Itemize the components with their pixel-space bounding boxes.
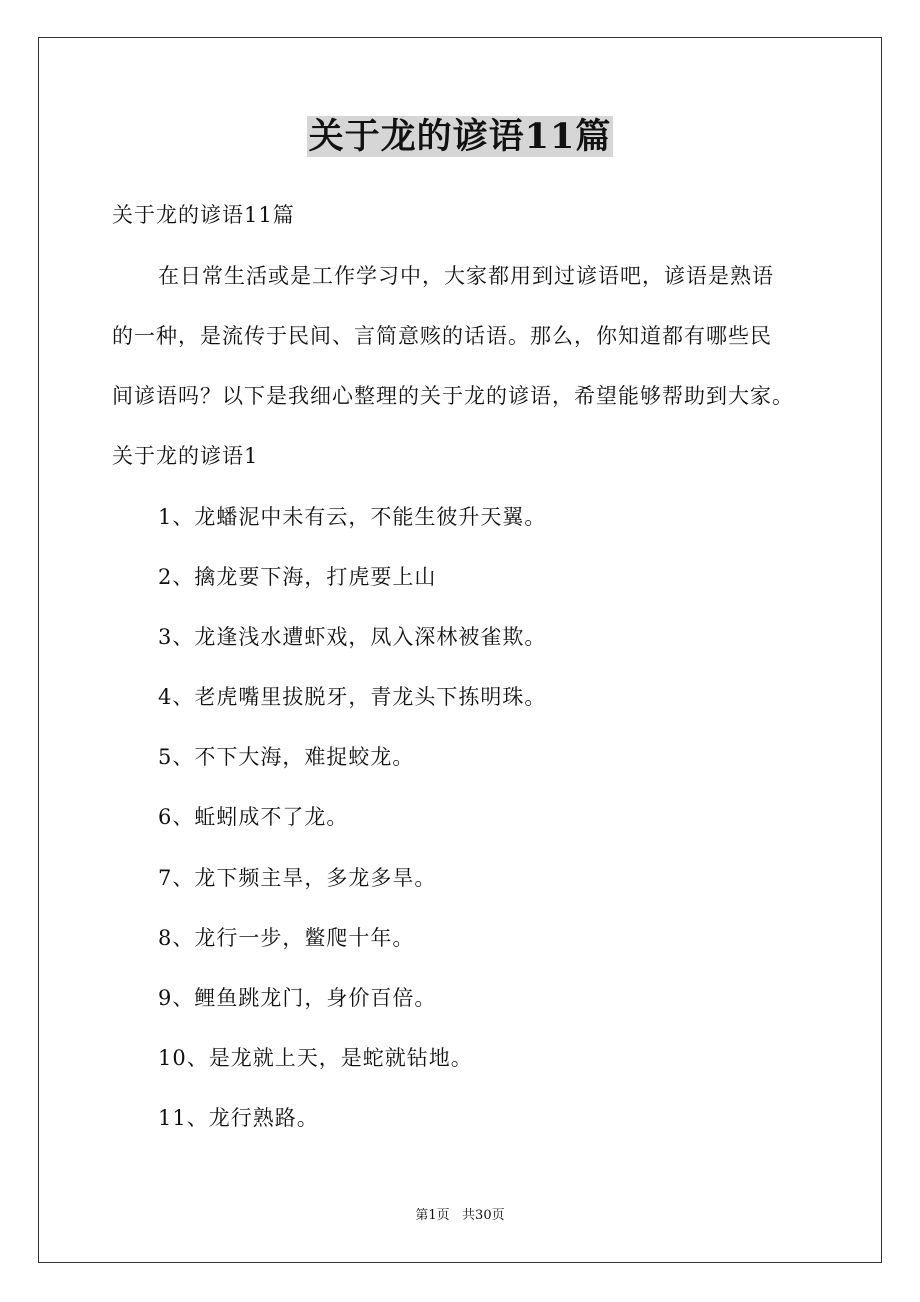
proverb-item-8: 8、龙行一步，鳖爬十年。 (158, 926, 415, 950)
proverb-item-1: 1、龙蟠泥中未有云，不能生彼升天翼。 (158, 505, 547, 529)
proverb-item-10: 10、是龙就上天，是蛇就钻地。 (158, 1046, 473, 1070)
intro-line-1: 在日常生活或是工作学习中，大家都用到过谚语吧，谚语是熟语 (158, 264, 774, 288)
proverb-item-6: 6、蚯蚓成不了龙。 (158, 805, 349, 829)
page-footer: 第1页 共30页 (415, 1208, 505, 1223)
document-subtitle: 关于龙的谚语11篇 (112, 203, 295, 227)
proverb-item-9: 9、鲤鱼跳龙门，身价百倍。 (158, 986, 437, 1010)
proverb-item-11: 11、龙行熟路。 (158, 1106, 319, 1130)
proverb-item-7: 7、龙下频主旱，多龙多旱。 (158, 866, 437, 890)
proverb-item-2: 2、擒龙要下海，打虎要上山 (158, 565, 437, 589)
proverb-item-5: 5、不下大海，难捉蛟龙。 (158, 745, 415, 769)
document-title-text: 关于龙的谚语11篇 (308, 116, 612, 157)
proverb-item-3: 3、龙逢浅水遭虾戏，凤入深林被雀欺。 (158, 625, 547, 649)
proverb-item-4: 4、老虎嘴里拔脱牙，青龙头下拣明珠。 (158, 685, 547, 709)
intro-line-3: 间谚语吗？以下是我细心整理的关于龙的谚语，希望能够帮助到大家。 (112, 384, 794, 408)
document-title (0, 112, 920, 162)
intro-line-2: 的一种，是流传于民间、言简意赅的话语。那么，你知道都有哪些民 (112, 324, 772, 348)
section-heading: 关于龙的谚语1 (112, 444, 259, 468)
